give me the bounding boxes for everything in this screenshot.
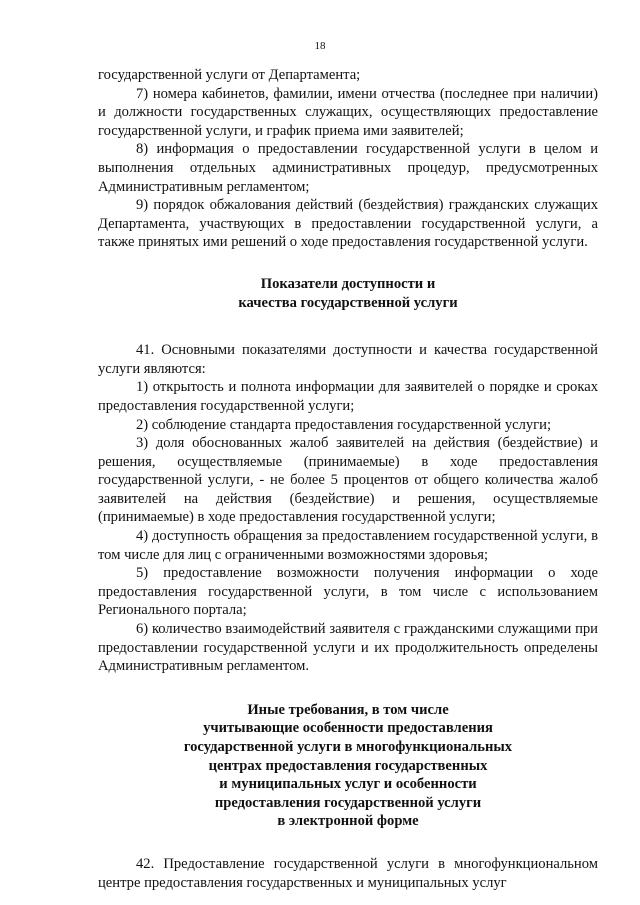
section-heading-accessibility: [98, 275, 598, 312]
paragraph-continuation: государственной услуги от Департамента;: [98, 67, 361, 83]
heading-line: предоставления государственной услуги: [214, 794, 482, 811]
heading-line: учитывающие особенности предоставления: [203, 720, 493, 737]
list-item-7: 7) номера кабинетов, фамилии, имени отчества (последнее при наличии) и должности государственных служащих, осуществляющих предоставление государственной услуги, и график приема ими заявителей;: [98, 85, 598, 139]
paragraph-41: 41. Основными показателями доступности и качества государственной услуги являются:: [98, 342, 598, 377]
heading-line: и муниципальных услуг и особенности: [219, 776, 477, 793]
list-item-6: 6) количество взаимодействий заявителя с гражданскими служащими при предоставлении государственной услуги и их продолжительность определены Административным регламентом.: [98, 621, 598, 675]
list-item-3: 3) доля обоснованных жалоб заявителей на действия (бездействие) и решения, осуществляемые (принимаемые) в ходе предоставления государственной услуги, - не более 5 процентов от общего количества жалоб заявителей на действия (бездействие) и решения, осуществляемые (принимаемые) в ходе предоставления государственной услуги;: [98, 435, 598, 526]
document-body: [98, 66, 598, 892]
heading-line: центрах предоставления государственных: [208, 757, 488, 774]
heading-line: Показатели доступности и: [260, 275, 436, 292]
heading-line: Иные требования, в том числе: [247, 701, 449, 718]
list-item-8: 8) информация о предоставлении государственной услуги в целом и выполнения отдельных административных процедур, предусмотренных Административным регламентом;: [98, 141, 598, 195]
paragraph-42: 42. Предоставление государственной услуги в многофункциональном центре предоставления государственных и муниципальных услуг: [98, 855, 598, 891]
page-number: 18: [314, 40, 326, 52]
list-item-9: 9) порядок обжалования действий (бездействия) гражданских служащих Департамента, участвующих в предоставлении государственной услуги, а также принятых ими решений о ходе предоставления государственной услуги.: [98, 197, 598, 251]
heading-line: в электронной форме: [277, 813, 419, 830]
list-item-1: 1) открытость и полнота информации для заявителей о порядке и сроках предоставления государственной услуги;: [98, 379, 598, 414]
list-item-2: 2) соблюдение стандарта предоставления государственной услуги;: [136, 416, 552, 433]
section-heading-other-requirements: [98, 701, 598, 831]
list-item-4: 4) доступность обращения за предоставлением государственной услуги, в том числе для лиц с ограниченными возможностями здоровья;: [98, 528, 598, 563]
heading-line: государственной услуги в многофункциональных: [183, 739, 513, 755]
list-item-5: 5) предоставление возможности получения информации о ходе предоставления государственной услуги, в том числе с использованием Регионального портала;: [98, 565, 598, 619]
heading-line: качества государственной услуги: [238, 294, 458, 311]
